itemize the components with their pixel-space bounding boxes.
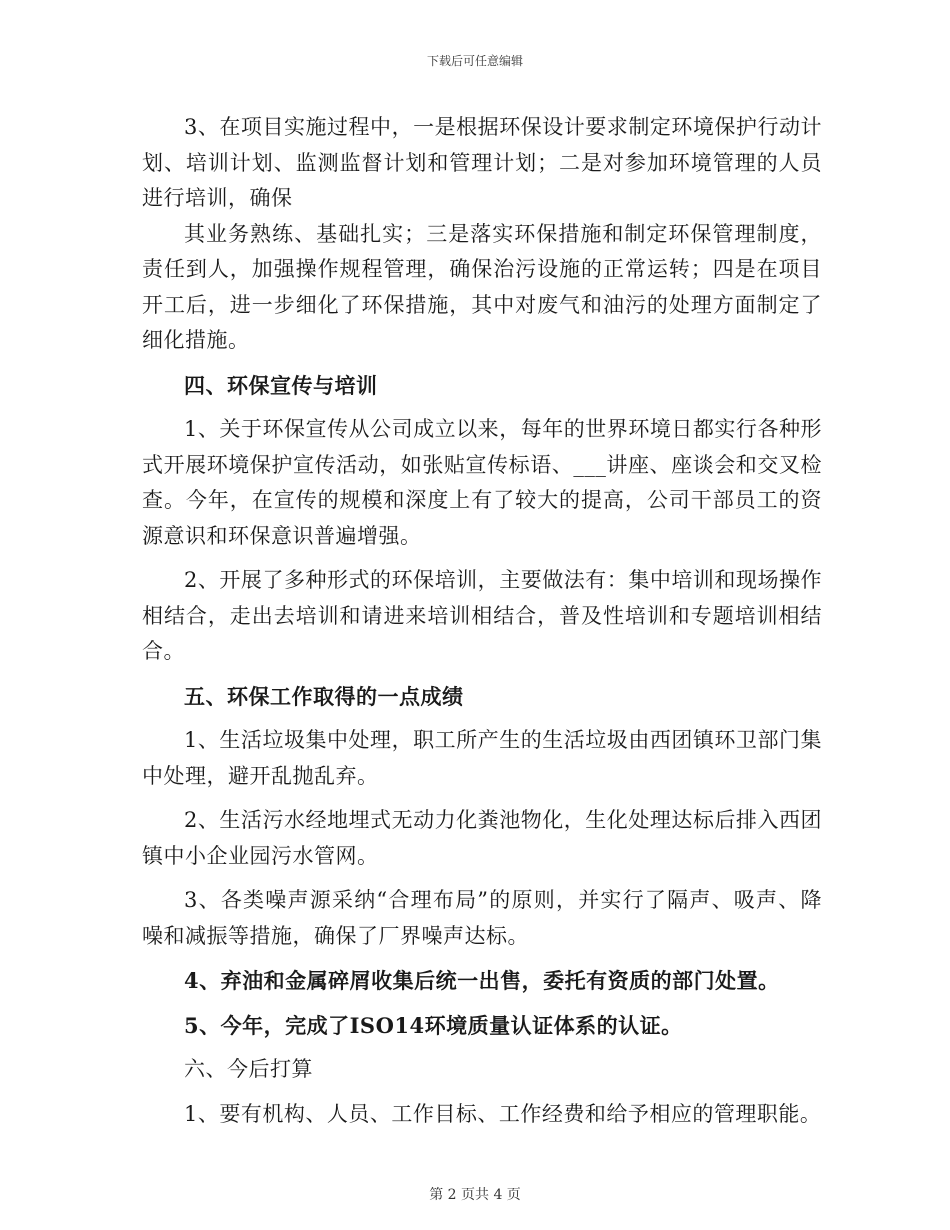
page-footer: 第 2 页共 4 页 [429,1187,521,1203]
section-heading-6: 六、今后打算 [184,1057,313,1081]
paragraph-waste-oil: 4、弃油和金属碎屑收集后统一出售，委托有资质的部门处置。 [184,968,780,993]
paragraph-plan-1: 1、要有机构、人员、工作目标、工作经费和给予相应的管理职能。 [184,1101,822,1126]
paragraph-sewage: 2、生活污水经地埋式无动力化粪池物化，生化处理达标后排入西团镇中小企业园污水管网。 [142,808,822,868]
paragraph-iso: 5、今年，完成了ISO14环境质量认证体系的认证。 [184,1012,683,1038]
section-heading-5: 五、环保工作取得的一点成绩 [184,683,464,709]
paragraph-garbage: 1、生活垃圾集中处理，职工所产生的生活垃圾由西团镇环卫部门集中处理，避开乱抛乱弃。 [142,728,822,788]
section-heading-4: 四、环保宣传与培训 [184,372,378,398]
paragraph-noise: 3、各类噪声源采纳“合理布局”的原则，并实行了隔声、吸声、降噪和减振等措施，确保了厂界噪声达标。 [142,888,822,948]
document-body [142,110,822,1141]
page-header: 下载后可任意编辑 [426,54,523,68]
paragraph-publicity: 1、关于环保宣传从公司成立以来，每年的世界环境日都实行各种形式开展环境保护宣传活动，如张贴宣传标语、___讲座、座谈会和交叉检查。今年，在宣传的规模和深度上有了较大的提高，公司干部员工的资源意识和环保意识普遍增强。 [142,417,822,548]
paragraph-training: 2、开展了多种形式的环保培训，主要做法有：集中培训和现场操作相结合，走出去培训和请进来培训相结合，普及性培训和专题培训相结合。 [142,568,822,663]
paragraph-measures: 其业务熟练、基础扎实；三是落实环保措施和制定环保管理制度，责任到人，加强操作规程管理，确保治污设施的正常运转；四是在项目开工后，进一步细化了环保措施，其中对废气和油污的处理方面制定了细化措施。 [142,221,822,352]
paragraph-item3-continued: 3、在项目实施过程中，一是根据环保设计要求制定环境保护行动计划、培训计划、监测监督计划和管理计划；二是对参加环境管理的人员进行培训，确保 [142,115,822,210]
